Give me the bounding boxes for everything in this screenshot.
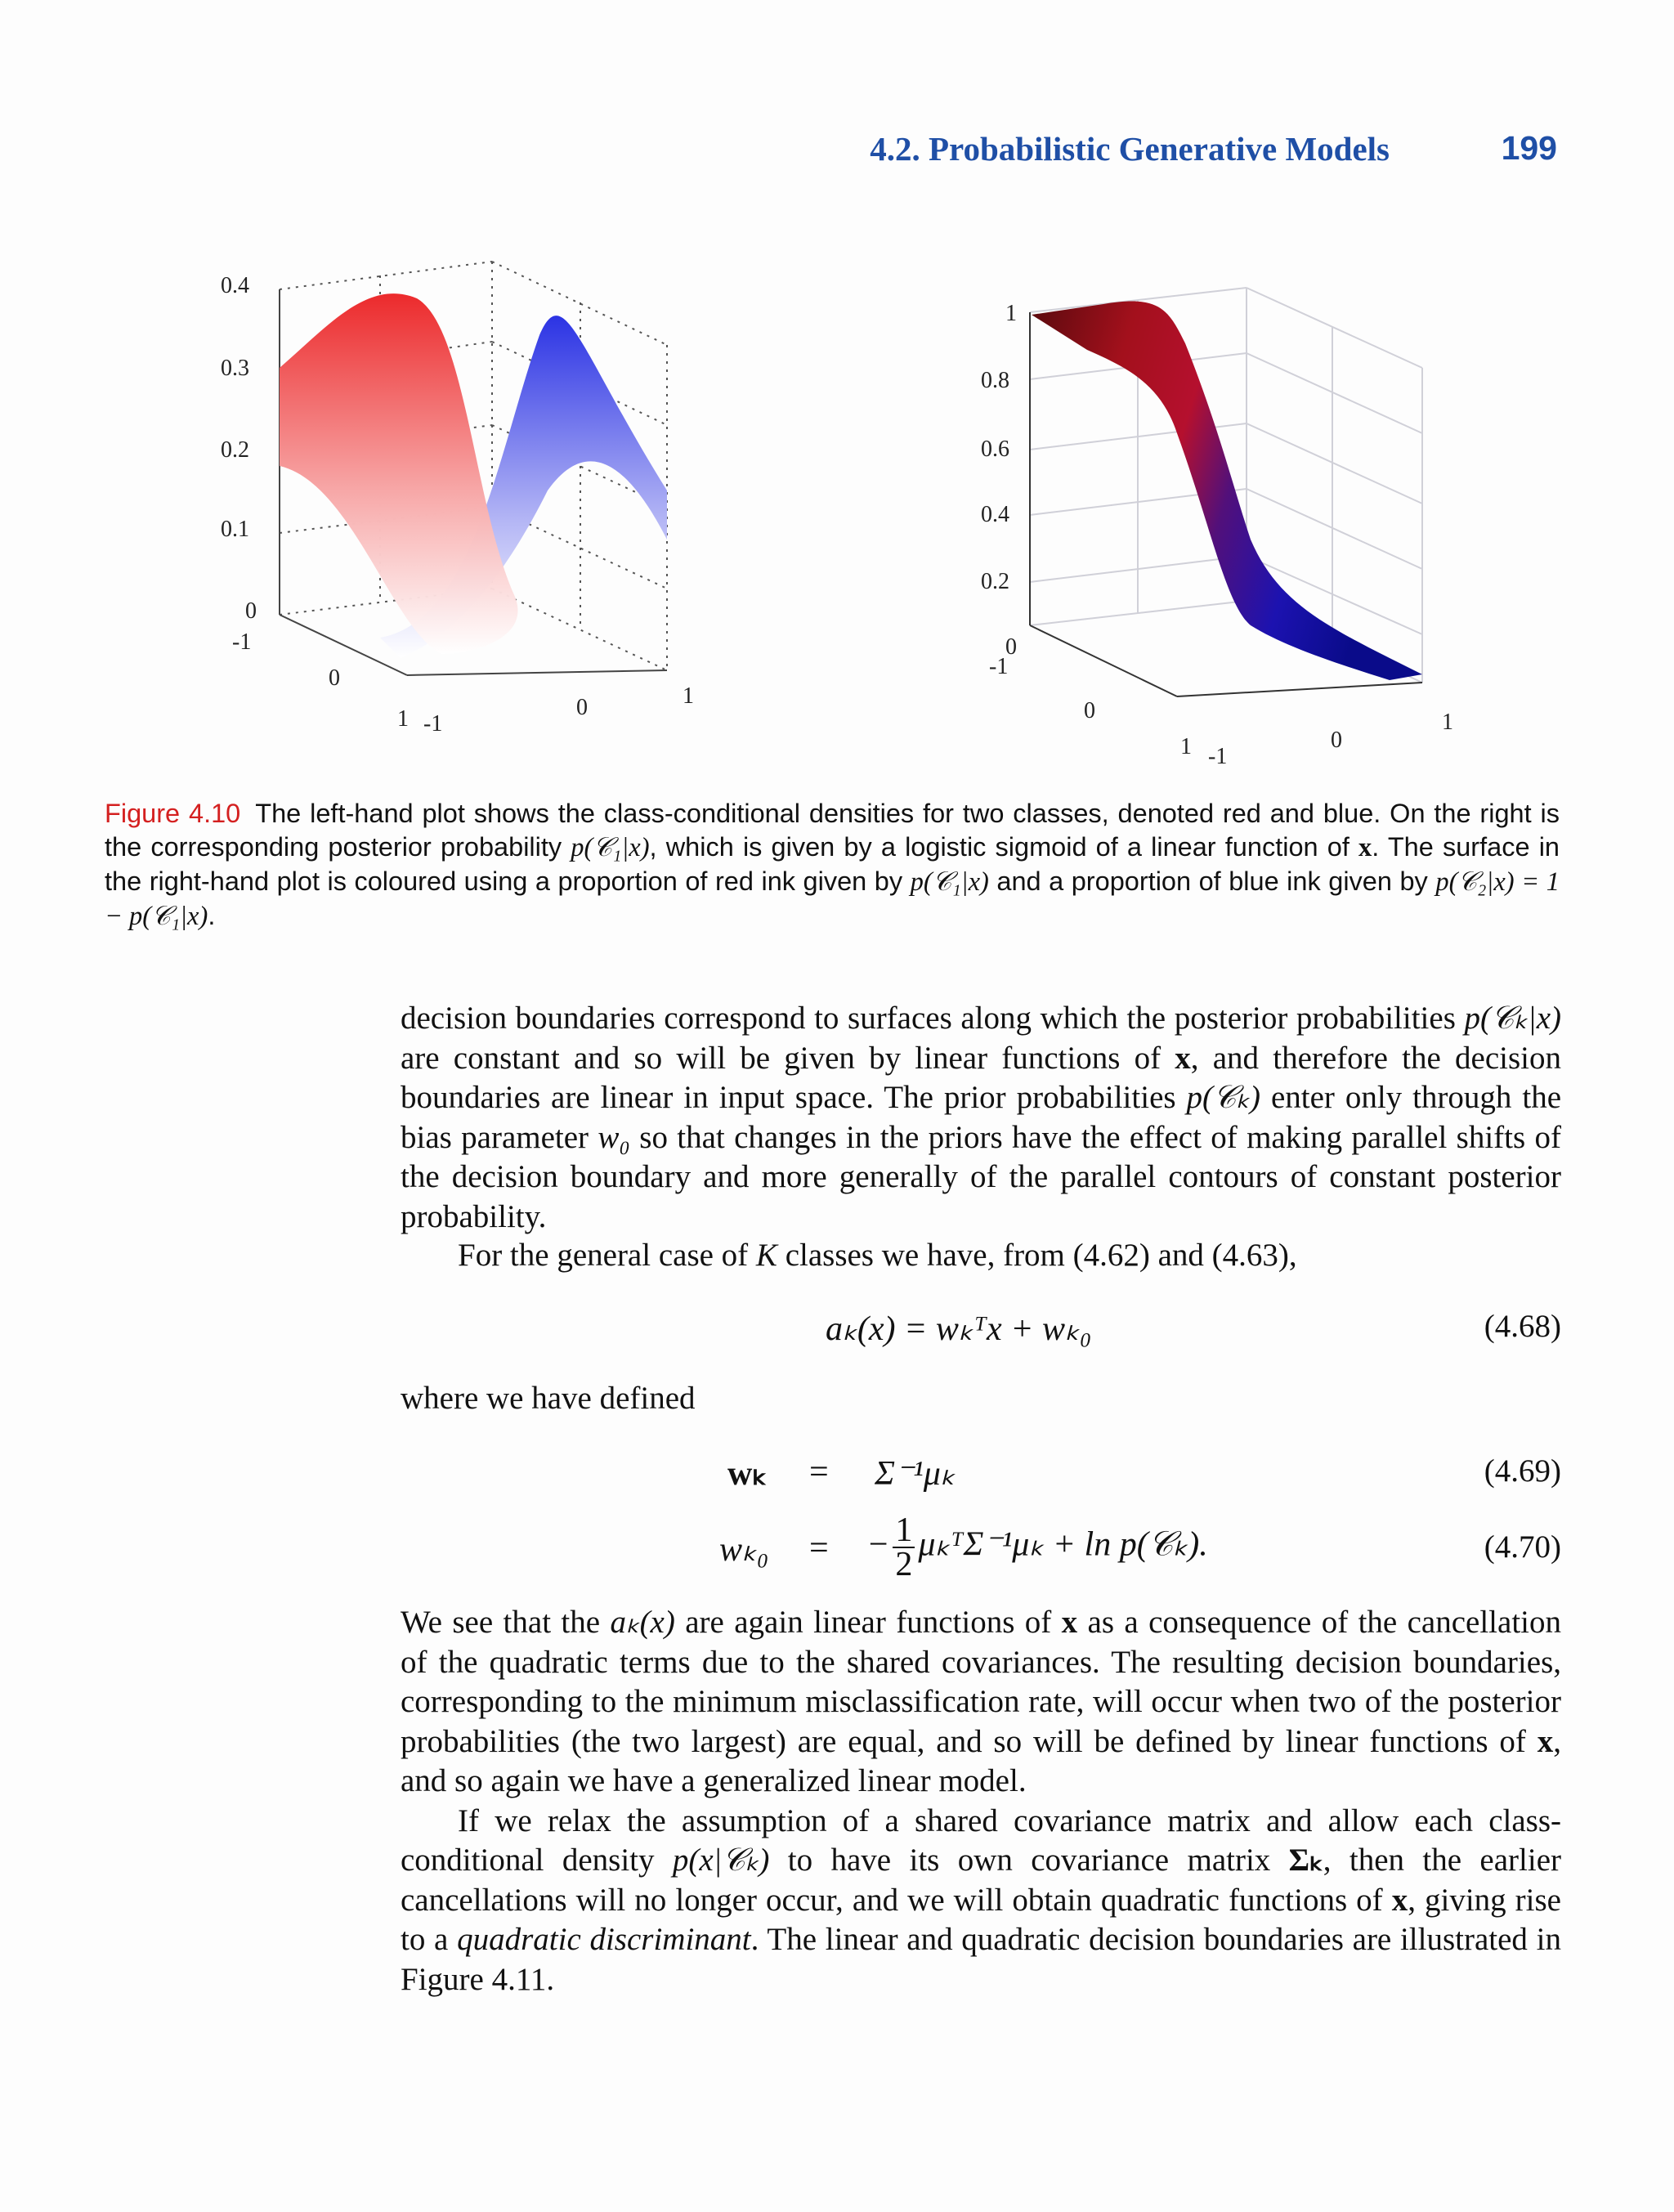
inline-math: p(𝒞ₖ|x): [1464, 1001, 1561, 1036]
sigmoid-surface: [1032, 302, 1422, 680]
inline-math: Σₖ: [1288, 1843, 1323, 1878]
right-z-tick: 0: [1005, 634, 1017, 660]
left-density-plot: [204, 245, 727, 768]
red-density-surface: [280, 293, 518, 654]
body-paragraph: [401, 1603, 1561, 1999]
equation-4-70: [401, 1511, 1561, 1587]
caption-text: and a proportion of blue ink given by: [988, 866, 1436, 896]
running-header-title: 4.2. Probabilistic Generative Models: [870, 130, 1390, 168]
equation-sign: =: [809, 1453, 829, 1491]
inline-math: aₖ(x): [610, 1605, 675, 1640]
fraction-denominator: 2: [895, 1546, 913, 1583]
paragraph-text: . The linear and quadratic decision boundaries are illustrated in Figure 4.11.: [401, 1922, 1561, 1997]
right-z-tick: 0.4: [981, 502, 1009, 527]
right-z-tick: 0.6: [981, 437, 1009, 462]
paragraph-text: , and therefore the decision boundaries are linear in input space. The prior probabilities: [401, 1040, 1561, 1115]
left-y-tick: -1: [423, 711, 443, 737]
paragraph-text: , and so again we have a generalized linear model.: [401, 1723, 1561, 1798]
caption-math: p(𝒞₂|x) = 1 − p(𝒞₁|x): [105, 867, 1560, 931]
left-z-tick: 0.1: [221, 517, 249, 542]
inline-math: p(x|𝒞ₖ): [672, 1843, 770, 1878]
right-x-tick: 1: [1180, 734, 1192, 759]
body-paragraph: [401, 1236, 1561, 1276]
page-number: 199: [1501, 129, 1557, 167]
left-y-tick: 0: [576, 695, 588, 720]
body-paragraph: [401, 1379, 1561, 1419]
emphasized-term: quadratic discriminant: [457, 1922, 751, 1957]
right-z-tick: 0.8: [981, 368, 1009, 393]
fraction-numerator: 1: [893, 1514, 915, 1548]
paragraph-text: We see that the: [401, 1605, 611, 1640]
paragraph-text: as a consequence of the cancellation of the quadratic terms due to the shared covariances. The resulting decision boundaries, corresponding to the minimum misclassification rate, will occur when two of the posterior probabilities (the two largest) are equal, and so will be defined by linear functions of: [401, 1605, 1561, 1759]
equation-minus: −: [866, 1525, 890, 1564]
inline-math: w₀: [598, 1119, 630, 1155]
equation-expression: aₖ(x) = wₖᵀx + wₖ₀: [826, 1310, 1092, 1348]
equation-rhs: Σ⁻¹μₖ: [875, 1455, 956, 1493]
paragraph-text: enter only through the bias parameter: [401, 1080, 1562, 1155]
equation-sign: =: [809, 1529, 829, 1567]
equation-number: (4.69): [1484, 1453, 1561, 1489]
right-y-tick: -1: [1208, 744, 1228, 769]
paragraph-text: are constant and so will be given by linear functions of: [401, 1040, 1175, 1076]
equation-lhs: wₖ: [727, 1455, 768, 1493]
caption-text: .: [208, 901, 216, 930]
caption-text: , which is given by a logistic sigmoid of a linear function of: [649, 832, 1358, 862]
paragraph-text: If we relax the assumption of a shared covariance matrix and allow each class-conditional density: [401, 1802, 1561, 1878]
right-z-tick: 1: [1005, 301, 1017, 326]
caption-text: The left-hand plot shows the class-conditional densities for two classes, denoted red and blue. On the right is the corresponding posterior probability: [105, 799, 1560, 862]
right-posterior-plot: [965, 278, 1496, 785]
right-y-tick: 0: [1331, 728, 1342, 753]
paragraph-text: decision boundaries correspond to surfaces along which the posterior probabilities: [401, 1001, 1465, 1036]
left-z-tick: 0: [245, 598, 257, 624]
caption-math: p(𝒞₁|x): [910, 867, 989, 897]
paragraph-text: where we have defined: [401, 1381, 696, 1416]
paragraph-text: to have its own covariance matrix: [769, 1843, 1289, 1878]
equation-number: (4.68): [1484, 1309, 1561, 1344]
paragraph-text: , giving rise to a: [401, 1882, 1561, 1957]
inline-math: x: [1175, 1040, 1191, 1076]
left-y-tick: 1: [683, 683, 694, 709]
right-z-tick: 0.2: [981, 569, 1009, 594]
inline-math: x: [1537, 1723, 1554, 1759]
paragraph-text: For the general case of: [458, 1238, 756, 1273]
right-x-tick: 0: [1084, 698, 1095, 723]
inline-math: x: [1061, 1605, 1078, 1640]
equation-number: (4.70): [1484, 1529, 1561, 1565]
left-x-tick: 0: [329, 665, 340, 691]
equation-4-68: [401, 1308, 1561, 1354]
fraction: [893, 1511, 915, 1583]
right-y-tick: 1: [1442, 710, 1453, 735]
left-z-tick: 0.3: [221, 356, 249, 381]
body-paragraph: [401, 1802, 1561, 2000]
equation-lhs: wₖ₀: [719, 1531, 769, 1569]
left-z-tick: 0.4: [221, 273, 249, 298]
left-x-tick: 1: [397, 706, 409, 732]
left-z-tick: 0.2: [221, 437, 249, 463]
equation-4-69: [401, 1453, 1561, 1498]
inline-math: p(𝒞ₖ): [1186, 1080, 1261, 1115]
paragraph-text: , then the earlier cancellations will no longer occur, and we will obtain quadratic functions of: [401, 1843, 1561, 1918]
equation-rhs: [866, 1511, 1208, 1583]
paragraph-text: classes we have, from (4.62) and (4.63),: [777, 1238, 1297, 1273]
caption-math: x: [1358, 833, 1372, 862]
paragraph-text: so that changes in the priors have the effect of making parallel shifts of the decision boundary and more generally of the parallel contours of constant posterior probability.: [401, 1119, 1561, 1234]
caption-math: p(𝒞₁|x): [571, 833, 650, 862]
equation-rhs-rest: μₖᵀΣ⁻¹μₖ + ln p(𝒞ₖ).: [918, 1525, 1208, 1564]
right-x-tick: -1: [989, 654, 1009, 679]
figure-label: Figure 4.10: [105, 799, 241, 828]
caption-text: . The surface in the right-hand plot is coloured using a proportion of red ink given by: [105, 832, 1560, 896]
inline-math: x: [1391, 1882, 1408, 1918]
paragraph-text: are again linear functions of: [674, 1605, 1062, 1640]
figure-caption: [105, 797, 1560, 934]
left-x-tick: -1: [232, 629, 252, 655]
inline-math: K: [755, 1238, 777, 1273]
body-paragraph: [401, 999, 1561, 1237]
